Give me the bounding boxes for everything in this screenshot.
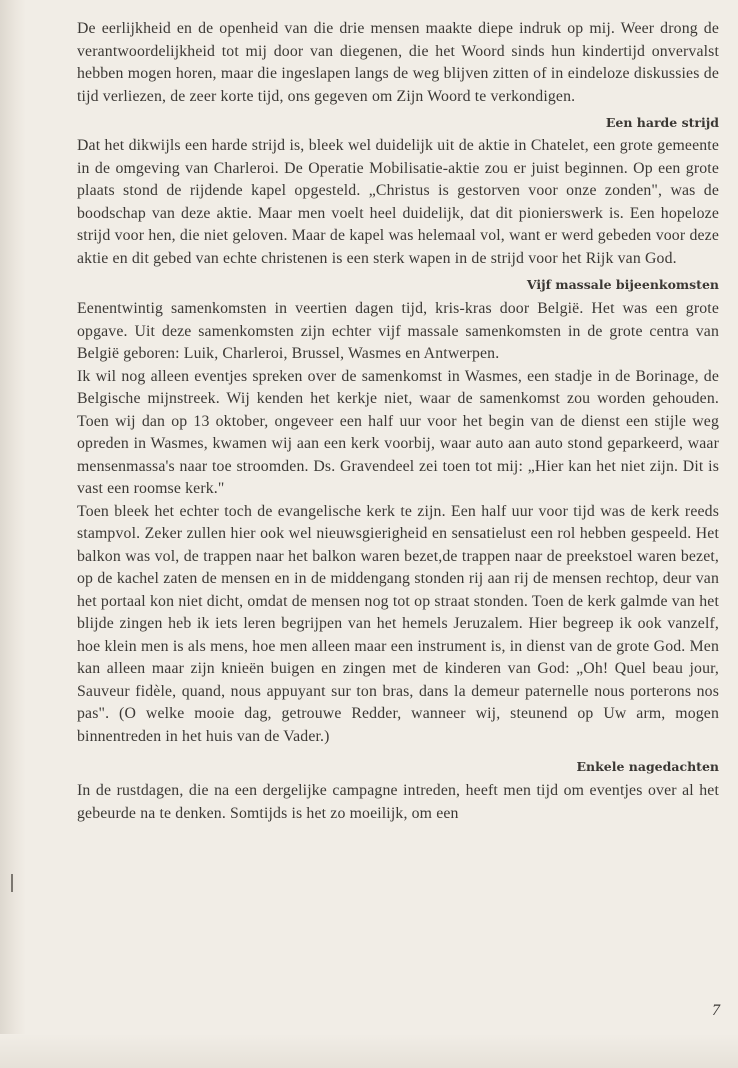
page-edge-left <box>0 0 26 1068</box>
section-heading-harde-strijd: Een harde strijd <box>605 115 719 130</box>
page-edge-bottom <box>0 1034 738 1068</box>
page-number: 7 <box>712 1002 720 1019</box>
binding-mark <box>11 874 13 892</box>
paragraph-rustdagen: In de rustdagen, die na een dergelijke campagne intreden, heeft men tijd om eventjes over al het gebeurde na te denken. Somtijds is het zo moeilijk, om een <box>77 782 719 822</box>
section-heading-vijf-bijeenkomsten: Vijf massale bijeenkomsten <box>526 277 719 292</box>
page-body <box>77 18 719 825</box>
paragraph-evangelische-kerk: Toen bleek het echter toch de evangelische kerk te zijn. Een half uur voor tijd was de kerk reeds stampvol. Zeker zullen hier ook wel nieuwsgierigheid en sensatielust een rol hebben gespeeld. Het balkon was vol, de trappen naar het balkon waren bezet,de trappen naar de preekstoel waren bezet, op de kachel zaten de mensen en in de middengang stonden rij aan rij de mensen rechtop, deur van het portaal kon niet dicht, omdat de mensen nog tot op straat stonden. Toen de kerk galmde van het blijde zingen heb ik iets leren begrijpen van het hemels Jeruzalem. Hier begreep ik ook vanzelf, hoe klein men is als mens, hoe men alleen maar een instrument is, in dienst van de grote God. Men kan alleen maar zijn knieën buigen en zingen met de kinderen van God: „Oh! Quel beau jour, Sauveur fidèle, quand, nous appuyant sur ton bras, dans la demeur paternelle nous porterons nos pas". (O welke mooie dag, getrouwe Redder, wanneer wij, steunend op Uw arm, mogen binnentreden in het huis van de Vader.) <box>77 502 719 745</box>
paragraph-wasmes: Ik wil nog alleen eventjes spreken over de samenkomst in Wasmes, een stadje in de Borinage, de Belgische mijnstreek. Wij kenden het kerkje niet, waar de samenkomst zou worden gehouden. Toen wij dan op 13 oktober, ongeveer een half uur voor het begin van de dienst een stijle weg opreden in Wasmes, kwamen wij aan een kerk voorbij, waar auto aan auto stond geparkeerd, waar mensenmassa's naar toe stroomden. Ds. Gravendeel zei toen tot mij: „Hier kan het niet zijn. Dit is vast een roomse kerk." <box>77 367 719 497</box>
paragraph-chatelet: Dat het dikwijls een harde strijd is, bleek wel duidelijk uit de aktie in Chatelet, een grote gemeente in de omgeving van Charleroi. De Operatie Mobilisatie-aktie zou er juist beginnen. Op een grote plaats stond de rijdende kapel opgesteld. „Christus is gestorven voor onze zonden", was de boodschap van deze aktie. Maar men voelt heel duidelijk, dat dit pionierswerk is. Een hopeloze strijd voor hen, die niet geloven. Maar de kapel was helemaal vol, want er werd gebeden voor deze aktie en dit gebed van echte christenen is een sterk wapen in de strijd voor het Rijk van God. <box>77 137 719 267</box>
intro-paragraph: De eerlijkheid en de openheid van die drie mensen maakte diepe indruk op mij. Weer drong de verantwoordelijkheid tot mij door van diegenen, die het Woord sinds hun kindertijd onvervalst hebben mogen horen, maar die ingeslapen langs de weg blijven zitten of in eindeloze diskussies de tijd verliezen, de zeer korte tijd, ons gegeven om Zijn Woord te verkondigen. <box>77 20 719 105</box>
paragraph-samenkomsten: Eenentwintig samenkomsten in veertien dagen tijd, kris-kras door België. Het was een grote opgave. Uit deze samenkomsten zijn echter vijf massale samenkomsten in de grote centra van België geboren: Luik, Charleroi, Brussel, Wasmes en Antwerpen. <box>77 300 719 362</box>
section-heading-nagedachten: Enkele nagedachten <box>576 759 719 774</box>
